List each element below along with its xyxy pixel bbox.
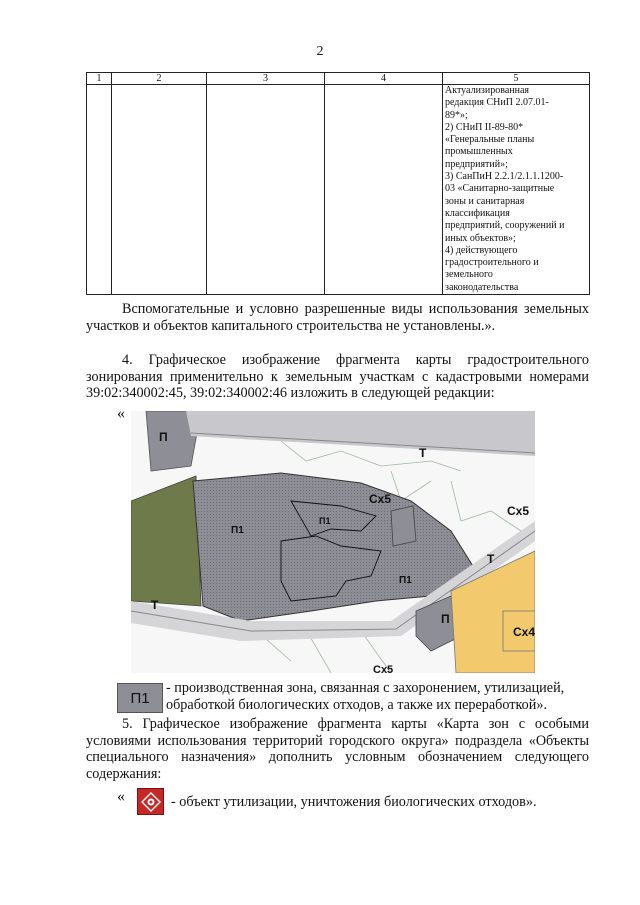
map-label-p1-left: П1 xyxy=(231,525,244,536)
table-header-cell: 3 xyxy=(207,73,325,85)
table-row xyxy=(87,85,590,295)
map-label-sx-right: Сх4 xyxy=(513,625,535,639)
table-cell xyxy=(325,85,443,295)
regulations-cell xyxy=(443,85,590,295)
regulation-line: иных объектов»; xyxy=(445,232,516,244)
legend-description: - производственная зона, связанная с захоронением, утилизацией, обработкой биологических отходов, а также их переработкой». xyxy=(166,680,565,713)
table-header-row xyxy=(87,73,590,85)
table-cell xyxy=(87,85,112,295)
map-label-t-mid: Т xyxy=(487,552,495,566)
paragraph-item-4: 4. Графическое изображение фрагмента карты градостроительного зонирования применительно к земельным участкам с кадастровыми номерами 39:02:340002:45, 39:02:340002:46 изложить в следующей редакции: xyxy=(86,352,589,402)
regulation-line: редакция СНиП 2.07.01- xyxy=(445,97,549,109)
map-label-t-top: Т xyxy=(419,446,427,460)
regulation-line: «Генеральные планы xyxy=(445,134,535,146)
map-label-sx5-bottom: Сх5 xyxy=(373,664,394,673)
table-header-cell: 1 xyxy=(87,73,112,85)
regulation-line: 89*»; xyxy=(445,109,468,121)
regulation-line: 4) действующего xyxy=(445,244,518,256)
biohazard-disposal-icon xyxy=(137,788,164,815)
zone-p-small xyxy=(391,506,416,546)
regulation-line: промышленных xyxy=(445,146,513,158)
table-header-cell: 4 xyxy=(325,73,443,85)
zoning-table xyxy=(86,72,590,295)
table-header-cell: 5 xyxy=(443,73,590,85)
icon-description: - объект утилизации, уничтожения биологических отходов». xyxy=(171,794,537,810)
legend-swatch-p1: П1 xyxy=(117,683,163,713)
paragraph-item-5: 5. Графическое изображение фрагмента карты «Карта зон с особыми условиями использования территорий городского округа» подраздела «Объекты специального назначения» дополнить условным обозначением следующего содержания: xyxy=(86,716,589,782)
map-label-p-top: П xyxy=(159,430,168,444)
map-label-p-bottom: П xyxy=(441,612,450,626)
regulation-line: законодательства xyxy=(445,281,519,293)
zoning-map xyxy=(131,411,535,673)
table-cell xyxy=(207,85,325,295)
regulation-line: предприятий»; xyxy=(445,158,508,170)
regulation-line: 3) СанПиН 2.2.1/2.1.1.1200- xyxy=(445,171,564,183)
map-label-sx5-b: Сх5 xyxy=(507,504,530,518)
regulation-line: 2) СНиП II-89-80* xyxy=(445,121,524,133)
regulation-line: зоны и санитарная xyxy=(445,195,525,207)
regulation-line: 03 «Санитарно-защитные xyxy=(445,183,555,195)
regulation-line: земельного xyxy=(445,269,493,281)
regulation-line: Актуализированная xyxy=(445,85,529,96)
zoning-map-svg xyxy=(131,411,535,673)
map-label-p1-right: П1 xyxy=(399,575,412,586)
opening-quote: « xyxy=(117,405,125,422)
paragraph-permitted-uses: Вспомогательные и условно разрешенные виды использования земельных участков и объектов капитального строительства не установлены.». xyxy=(86,301,589,334)
map-label-sx5-a: Сх5 xyxy=(369,492,392,506)
page-number: 2 xyxy=(316,44,324,59)
map-label-p1-inner: П1 xyxy=(319,516,331,526)
regulation-line: предприятий, сооружений и xyxy=(445,220,565,232)
table-header-cell: 2 xyxy=(112,73,207,85)
map-label-t-left: Т xyxy=(151,598,159,612)
regulation-line: градостроительного и xyxy=(445,257,539,269)
opening-quote-2: « xyxy=(117,788,125,805)
regulation-line: классификация xyxy=(445,207,510,219)
table-cell xyxy=(112,85,207,295)
